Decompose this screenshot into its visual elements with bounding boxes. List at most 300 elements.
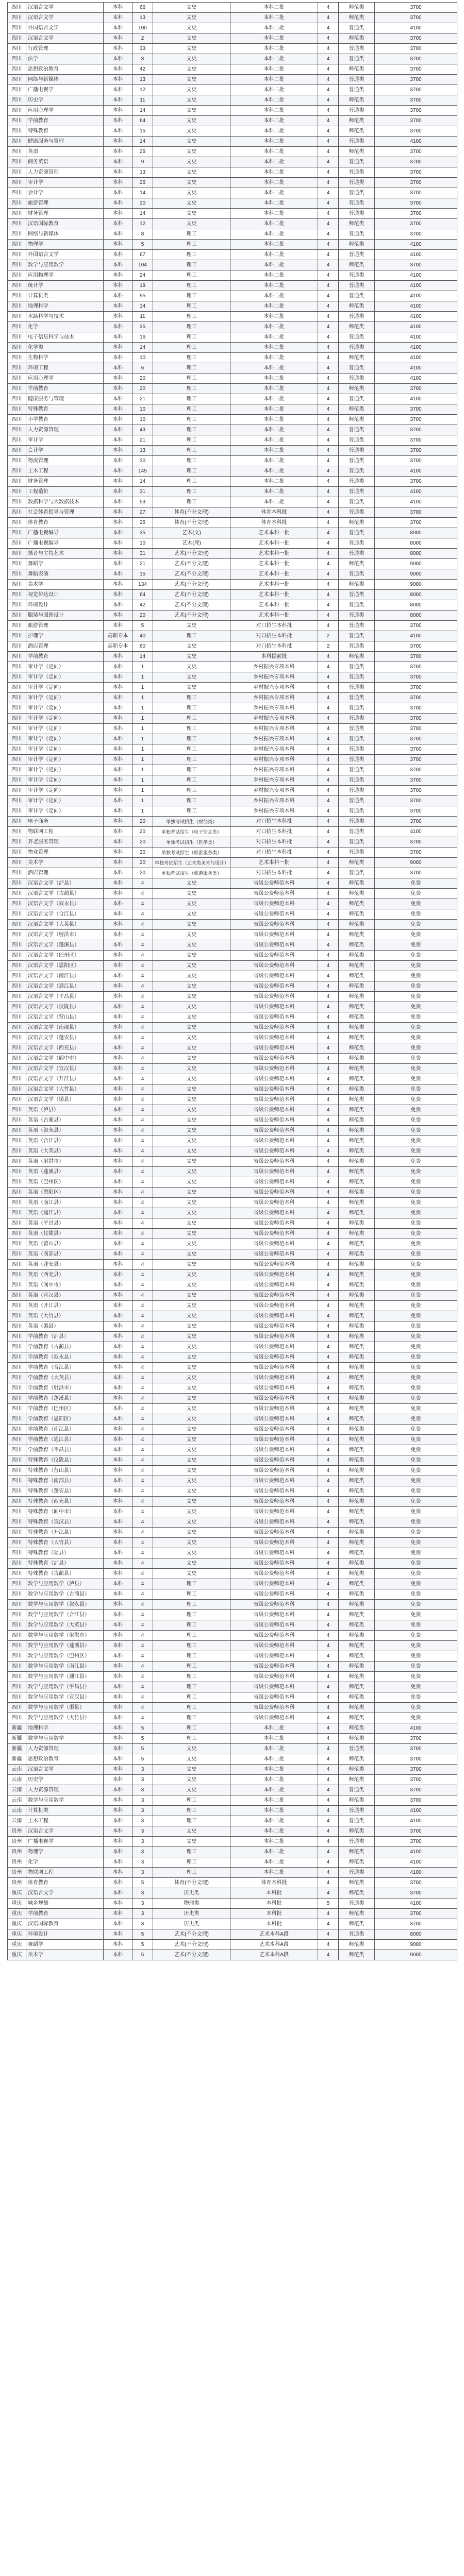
tuition-cell: 4100 [375,291,457,301]
level-cell: 本科 [104,209,132,219]
table-row [8,641,457,652]
province-cell: 四川 [8,971,26,981]
type-cell: 师范类 [339,1445,375,1455]
table-row [8,1167,457,1177]
batch-cell: 本科二批 [230,1826,318,1837]
type-cell: 师范类 [339,1012,375,1023]
province-cell: 四川 [8,858,26,868]
tuition-cell: 4100 [375,497,457,507]
category-cell: 理工 [153,1734,230,1744]
plan-count-cell: 4 [132,1662,153,1672]
category-cell: 艺术(不分文理) [153,1929,230,1940]
category-cell: 文史 [153,940,230,951]
plan-count-cell: 9 [132,157,153,167]
type-cell: 师范类 [339,33,375,44]
major-cell: 审计学（定向） [26,724,104,734]
tuition-cell: 免费 [375,1291,457,1301]
table-row [8,1249,457,1260]
category-cell: 理工 [153,1868,230,1878]
tuition-cell: 4100 [375,1847,457,1857]
plan-count-cell: 1 [132,662,153,672]
type-cell: 普通类 [339,868,375,878]
batch-cell: 省级公费师范本科 [230,1476,318,1486]
category-cell: 理工 [153,1857,230,1868]
table-row [8,518,457,528]
category-cell: 理工 [153,714,230,724]
major-cell: 学前教育（古蔺县） [26,1342,104,1352]
years-cell: 2 [318,631,339,641]
years-cell: 4 [318,270,339,281]
plan-count-cell: 20 [132,817,153,827]
tuition-cell: 免费 [375,971,457,981]
years-cell: 4 [318,404,339,415]
major-cell: 学前教育（蓬溪县） [26,1394,104,1404]
level-cell: 本科 [104,1270,132,1280]
plan-count-cell: 4 [132,1115,153,1126]
major-cell: 汉语言文学（大英县） [26,920,104,930]
years-cell: 4 [318,1878,339,1888]
table-row [8,889,457,899]
level-cell: 本科 [104,281,132,291]
table-row [8,85,457,95]
major-cell: 汉语言文学（仪陇县） [26,1002,104,1012]
years-cell: 4 [318,456,339,466]
tuition-cell: 3700 [375,54,457,64]
tuition-cell: 3700 [375,64,457,75]
province-cell: 四川 [8,1651,26,1662]
category-cell: 理工 [153,477,230,487]
type-cell: 师范类 [339,1033,375,1043]
table-row [8,1280,457,1291]
category-cell: 理工 [153,394,230,404]
tuition-cell: 3700 [375,765,457,775]
type-cell: 师范类 [339,1507,375,1517]
category-cell: 理工 [153,755,230,765]
batch-cell: 本科二批 [230,1754,318,1765]
tuition-cell: 免费 [375,1342,457,1352]
province-cell: 四川 [8,1507,26,1517]
province-cell: 四川 [8,899,26,909]
years-cell: 4 [318,1198,339,1208]
table-row [8,229,457,240]
batch-cell: 省级公费师范本科 [230,1507,318,1517]
batch-cell: 省级公费师范本科 [230,1208,318,1218]
major-cell: 播音与主持艺术 [26,549,104,559]
major-cell: 汉语言文学 [26,13,104,23]
batch-cell: 本科二批 [230,322,318,332]
batch-cell: 省级公费师范本科 [230,1043,318,1054]
table-row [8,13,457,23]
type-cell: 普通类 [339,178,375,188]
tuition-cell: 免费 [375,1486,457,1497]
major-cell: 汉语言文学（营山县） [26,1012,104,1023]
province-cell: 云南 [8,1785,26,1795]
table-row [8,1208,457,1218]
tuition-cell: 免费 [375,1270,457,1280]
province-cell: 四川 [8,198,26,209]
tuition-cell: 4100 [375,466,457,477]
batch-cell: 省级公费师范本科 [230,1188,318,1198]
level-cell: 本科 [104,611,132,621]
category-cell: 文史 [153,1373,230,1383]
category-cell: 文史 [153,1311,230,1321]
category-cell: 艺术(理) [153,538,230,549]
province-cell: 四川 [8,1641,26,1651]
table-row [8,1260,457,1270]
province-cell: 四川 [8,1064,26,1074]
level-cell: 本科 [104,229,132,240]
batch-cell: 本科二批 [230,312,318,322]
batch-cell: 省级公费师范本科 [230,1311,318,1321]
years-cell: 4 [318,1239,339,1249]
province-cell: 四川 [8,425,26,435]
table-row [8,734,457,744]
plan-count-cell: 145 [132,466,153,477]
tuition-cell: 3700 [375,693,457,703]
years-cell: 4 [318,1569,339,1579]
major-cell: 汉语言文学（蓬溪县） [26,940,104,951]
batch-cell: 本科二批 [230,54,318,64]
batch-cell: 省级公费师范本科 [230,1074,318,1084]
table-row [8,1703,457,1713]
province-cell: 四川 [8,1404,26,1414]
type-cell: 师范类 [339,1054,375,1064]
plan-count-cell: 4 [132,1157,153,1167]
table-row [8,1383,457,1394]
years-cell: 4 [318,1847,339,1857]
major-cell: 学前教育（合江县） [26,1363,104,1373]
category-cell: 理工 [153,1692,230,1703]
major-cell: 英语（泸县） [26,1105,104,1115]
batch-cell: 本科二批 [230,497,318,507]
category-cell: 理工 [153,363,230,374]
level-cell: 本科 [104,837,132,848]
type-cell: 师范类 [339,384,375,394]
table-row [8,683,457,693]
table-row [8,1043,457,1054]
level-cell: 本科 [104,312,132,322]
batch-cell: 本科二批 [230,1734,318,1744]
plan-count-cell: 4 [132,1672,153,1682]
type-cell: 师范类 [339,1105,375,1115]
years-cell: 4 [318,1950,339,1960]
table-row [8,404,457,415]
batch-cell: 本科二批 [230,487,318,497]
category-cell: 艺术(不分文理) [153,1950,230,1960]
type-cell: 师范类 [339,1476,375,1486]
years-cell: 4 [318,1672,339,1682]
category-cell: 文史 [153,188,230,198]
category-cell: 文史 [153,1084,230,1095]
table-row [8,1528,457,1538]
province-cell: 四川 [8,621,26,631]
table-row [8,1600,457,1610]
type-cell: 师范类 [339,1579,375,1589]
type-cell: 师范类 [339,518,375,528]
tuition-cell: 3700 [375,652,457,662]
years-cell: 4 [318,1177,339,1188]
years-cell: 4 [318,1301,339,1311]
plan-count-cell: 40 [132,631,153,641]
category-cell: 理工 [153,1723,230,1734]
category-cell: 理工 [153,1600,230,1610]
tuition-cell: 3700 [375,1878,457,1888]
type-cell: 普通类 [339,569,375,580]
category-cell: 理工 [153,1672,230,1682]
batch-cell: 本科二批 [230,178,318,188]
table-row [8,806,457,817]
tuition-cell: 8000 [375,1929,457,1940]
level-cell: 本科 [104,425,132,435]
level-cell: 本科 [104,85,132,95]
category-cell: 文史 [153,1455,230,1466]
table-row [8,1734,457,1744]
type-cell: 普通类 [339,332,375,343]
table-row [8,1723,457,1734]
type-cell: 师范类 [339,1878,375,1888]
plan-table-body [8,3,457,1960]
major-cell: 环境设计 [26,600,104,611]
province-cell: 四川 [8,250,26,260]
major-cell: 数学与应用数学（古蔺县） [26,1589,104,1600]
level-cell: 本科 [104,435,132,446]
batch-cell: 本科二批 [230,281,318,291]
category-cell: 文史 [153,961,230,971]
level-cell: 本科 [104,744,132,755]
plan-count-cell: 4 [132,1383,153,1394]
tuition-cell: 3700 [375,518,457,528]
tuition-cell: 4100 [375,394,457,404]
batch-cell: 本科二批 [230,137,318,147]
plan-count-cell: 4 [132,1517,153,1528]
category-cell: 理工 [153,384,230,394]
table-row [8,1095,457,1105]
plan-count-cell: 4 [132,1425,153,1435]
tuition-cell: 3700 [375,33,457,44]
plan-count-cell: 4 [132,878,153,889]
plan-count-cell: 4 [132,1167,153,1177]
batch-cell: 本科二批 [230,95,318,106]
table-row [8,1620,457,1631]
type-cell: 普通类 [339,796,375,806]
type-cell: 普通类 [339,312,375,322]
type-cell: 师范类 [339,219,375,229]
level-cell: 本科 [104,1517,132,1528]
type-cell: 普通类 [339,54,375,64]
tuition-cell: 免费 [375,1476,457,1486]
type-cell: 普通类 [339,281,375,291]
batch-cell: 省级公费师范本科 [230,1610,318,1620]
plan-count-cell: 4 [132,1054,153,1064]
plan-count-cell: 4 [132,1507,153,1517]
level-cell: 本科 [104,1126,132,1136]
type-cell: 普通类 [339,641,375,652]
type-cell: 师范类 [339,1950,375,1960]
type-cell: 师范类 [339,1775,375,1785]
level-cell: 本科 [104,1404,132,1414]
level-cell: 本科 [104,1218,132,1229]
table-row [8,1899,457,1909]
major-cell: 物联网工程 [26,1868,104,1878]
major-cell: 英语（南部县） [26,1249,104,1260]
category-cell: 文史 [153,1507,230,1517]
category-cell: 理工 [153,631,230,641]
tuition-cell: 免费 [375,1115,457,1126]
major-cell: 物业管理 [26,848,104,858]
level-cell: 本科 [104,1806,132,1816]
province-cell: 四川 [8,992,26,1002]
province-cell: 四川 [8,1208,26,1218]
level-cell: 本科 [104,1291,132,1301]
years-cell: 4 [318,44,339,54]
province-cell: 四川 [8,1620,26,1631]
province-cell: 云南 [8,1775,26,1785]
type-cell: 师范类 [339,1383,375,1394]
batch-cell: 省级公费师范本科 [230,1229,318,1239]
tuition-cell: 3700 [375,1734,457,1744]
province-cell: 四川 [8,1023,26,1033]
province-cell: 四川 [8,590,26,600]
level-cell: 本科 [104,538,132,549]
batch-cell: 本科二批 [230,477,318,487]
years-cell: 4 [318,827,339,837]
type-cell: 师范类 [339,1641,375,1651]
major-cell: 英语 [26,147,104,157]
type-cell: 师范类 [339,1177,375,1188]
batch-cell: 省级公费师范本科 [230,1455,318,1466]
batch-cell: 本科二批 [230,270,318,281]
tuition-cell: 免费 [375,1641,457,1651]
table-row [8,1878,457,1888]
table-row [8,1435,457,1445]
major-cell: 审计学 [26,178,104,188]
table-row [8,744,457,755]
category-cell: 文史 [153,1342,230,1352]
batch-cell: 省级公费师范本科 [230,1394,318,1404]
level-cell: 本科 [104,683,132,693]
plan-count-cell: 20 [132,374,153,384]
plan-count-cell: 35 [132,528,153,538]
category-cell: 文史 [153,1528,230,1538]
major-cell: 数据科学与大数据技术 [26,497,104,507]
major-cell: 审计学（定向） [26,775,104,786]
category-cell: 文史 [153,920,230,930]
category-cell: 文史 [153,1352,230,1363]
table-row [8,1084,457,1095]
level-cell: 本科 [104,724,132,734]
type-cell: 普通类 [339,734,375,744]
major-cell: 会计学 [26,446,104,456]
table-row [8,384,457,394]
major-cell: 英语（蓬安县） [26,1260,104,1270]
type-cell: 普通类 [339,425,375,435]
batch-cell: 艺术本科一批 [230,858,318,868]
major-cell: 汉语言文学（西充县） [26,1043,104,1054]
category-cell: 文史 [153,992,230,1002]
type-cell: 师范类 [339,858,375,868]
table-row [8,477,457,487]
province-cell: 四川 [8,775,26,786]
tuition-cell: 3700 [375,817,457,827]
type-cell: 师范类 [339,971,375,981]
years-cell: 4 [318,1744,339,1754]
table-row [8,1445,457,1455]
level-cell: 本科 [104,1260,132,1270]
batch-cell: 省级公费师范本科 [230,1084,318,1095]
category-cell: 理工 [153,456,230,466]
level-cell: 本科 [104,806,132,817]
type-cell: 普通类 [339,714,375,724]
major-cell: 统计学 [26,281,104,291]
table-row [8,621,457,631]
plan-count-cell: 4 [132,1682,153,1692]
table-row [8,1476,457,1486]
type-cell: 普通类 [339,775,375,786]
province-cell: 四川 [8,1662,26,1672]
tuition-cell: 3700 [375,1785,457,1795]
type-cell: 师范类 [339,1548,375,1558]
batch-cell: 省级公费师范本科 [230,1270,318,1280]
years-cell: 4 [318,1775,339,1785]
province-cell: 四川 [8,1229,26,1239]
category-cell: 文史 [153,33,230,44]
province-cell: 四川 [8,322,26,332]
table-row [8,291,457,301]
years-cell: 4 [318,1208,339,1218]
table-row [8,260,457,270]
table-row [8,1610,457,1620]
category-cell: 文史 [153,1095,230,1105]
tuition-cell: 3700 [375,1765,457,1775]
tuition-cell: 8000 [375,611,457,621]
enrollment-plan-table [7,2,457,1960]
type-cell: 普通类 [339,374,375,384]
major-cell: 水路科学与技术 [26,312,104,322]
province-cell: 四川 [8,703,26,714]
level-cell: 本科 [104,322,132,332]
category-cell: 文史 [153,1218,230,1229]
level-cell: 本科 [104,95,132,106]
major-cell: 汉语言文学（射洪市） [26,930,104,940]
type-cell: 普通类 [339,343,375,353]
major-cell: 健康服务与管理 [26,137,104,147]
level-cell: 本科 [104,1084,132,1095]
years-cell: 4 [318,569,339,580]
tuition-cell: 免费 [375,1497,457,1507]
plan-count-cell: 4 [132,1569,153,1579]
level-cell: 本科 [104,167,132,178]
tuition-cell: 3700 [375,384,457,394]
type-cell: 师范类 [339,1167,375,1177]
major-cell: 汉语言文学 [26,33,104,44]
years-cell: 4 [318,188,339,198]
tuition-cell: 免费 [375,1177,457,1188]
table-row [8,1692,457,1703]
type-cell: 普通类 [339,188,375,198]
plan-count-cell: 4 [132,1188,153,1198]
years-cell: 4 [318,693,339,703]
years-cell: 4 [318,683,339,693]
batch-cell: 乡村振兴专项本科 [230,786,318,796]
level-cell: 本科 [104,662,132,672]
level-cell: 本科 [104,1074,132,1084]
level-cell: 本科 [104,477,132,487]
major-cell: 视觉传达设计 [26,590,104,600]
type-cell: 师范类 [339,1620,375,1631]
tuition-cell: 3700 [375,641,457,652]
province-cell: 四川 [8,1095,26,1105]
years-cell: 4 [318,1641,339,1651]
